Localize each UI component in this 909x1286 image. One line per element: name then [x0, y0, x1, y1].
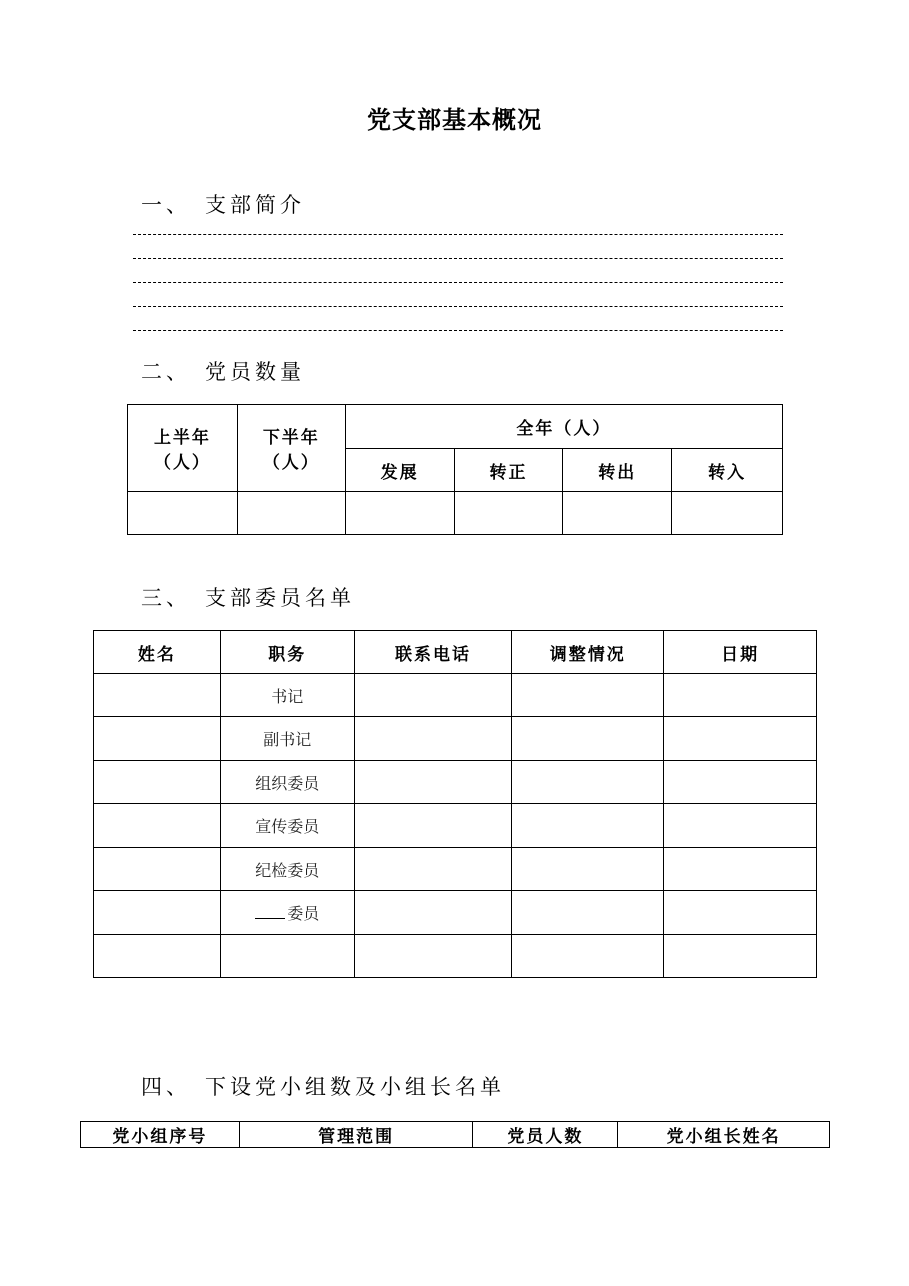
table-cell[interactable] [512, 848, 664, 891]
role-secretary: 书记 [220, 674, 354, 717]
table-cell[interactable] [94, 891, 221, 935]
header-phone: 联系电话 [354, 631, 512, 674]
table-cell[interactable] [354, 891, 512, 935]
table-cell[interactable] [672, 492, 783, 535]
section-number: 一、 [141, 193, 191, 217]
table-cell[interactable] [512, 935, 664, 978]
header-date: 日期 [664, 631, 817, 674]
header-position: 职务 [220, 631, 354, 674]
table-cell[interactable] [94, 761, 221, 804]
committee-table [93, 630, 817, 978]
table-cell[interactable] [354, 761, 512, 804]
header-text: （人） [153, 453, 211, 473]
header-text: 下半年 [262, 428, 320, 448]
header-adjustment: 调整情况 [512, 631, 664, 674]
section-number: 二、 [141, 360, 191, 384]
table-cell[interactable] [237, 492, 345, 535]
group-table [80, 1121, 830, 1148]
header-group-number: 党小组序号 [81, 1122, 240, 1148]
table-cell[interactable] [664, 891, 817, 935]
role-text: 委员 [287, 904, 320, 923]
writing-line[interactable] [133, 306, 783, 307]
section-label: 党员数量 [205, 360, 305, 384]
writing-line[interactable] [133, 234, 783, 235]
role-member-blank [220, 891, 354, 935]
role-deputy-secretary: 副书记 [220, 717, 354, 761]
table-cell[interactable] [664, 848, 817, 891]
table-row [94, 717, 817, 761]
header-transfer-out: 转出 [563, 449, 672, 492]
table-cell[interactable] [512, 674, 664, 717]
section-label: 下设党小组数及小组长名单 [205, 1075, 505, 1099]
table-cell[interactable] [354, 717, 512, 761]
table-row [94, 891, 817, 935]
section-number: 四、 [141, 1075, 191, 1099]
header-name: 姓名 [94, 631, 221, 674]
table-cell[interactable] [354, 804, 512, 848]
table-cell[interactable] [664, 674, 817, 717]
section-heading-committee [141, 582, 355, 612]
table-cell[interactable] [354, 674, 512, 717]
table-row [94, 804, 817, 848]
role-organization-member: 组织委员 [220, 761, 354, 804]
intro-writing-lines [133, 230, 783, 354]
table-cell[interactable] [454, 492, 563, 535]
table-row [94, 935, 817, 978]
member-count-table [127, 404, 783, 535]
header-confirmation: 转正 [454, 449, 563, 492]
table-row [94, 674, 817, 717]
header-text: （人） [262, 453, 320, 473]
table-cell[interactable] [563, 492, 672, 535]
role-discipline-member: 纪检委员 [220, 848, 354, 891]
table-cell[interactable] [94, 935, 221, 978]
role-publicity-member: 宣传委员 [220, 804, 354, 848]
table-cell[interactable] [512, 804, 664, 848]
table-cell[interactable] [354, 935, 512, 978]
table-row [94, 848, 817, 891]
writing-line[interactable] [133, 330, 783, 331]
table-cell[interactable] [664, 804, 817, 848]
section-label: 支部委员名单 [205, 586, 355, 610]
header-member-count: 党员人数 [473, 1122, 618, 1148]
table-cell[interactable] [512, 717, 664, 761]
section-label: 支部简介 [205, 193, 305, 217]
header-second-half [237, 405, 345, 492]
table-row [94, 761, 817, 804]
header-first-half [128, 405, 238, 492]
section-heading-groups [141, 1071, 505, 1101]
section-number: 三、 [141, 586, 191, 610]
table-cell[interactable] [94, 717, 221, 761]
table-cell[interactable] [220, 935, 354, 978]
writing-line[interactable] [133, 282, 783, 283]
header-transfer-in: 转入 [672, 449, 783, 492]
page-title: 党支部基本概况 [367, 105, 542, 134]
table-cell[interactable] [94, 804, 221, 848]
table-cell[interactable] [94, 848, 221, 891]
writing-line[interactable] [133, 258, 783, 259]
header-leader-name: 党小组长姓名 [618, 1122, 830, 1148]
table-cell[interactable] [664, 761, 817, 804]
table-cell[interactable] [94, 674, 221, 717]
fill-blank-line[interactable] [255, 904, 285, 919]
table-cell[interactable] [512, 891, 664, 935]
section-heading-member-count [141, 356, 305, 386]
table-cell[interactable] [128, 492, 238, 535]
table-cell[interactable] [354, 848, 512, 891]
table-cell[interactable] [512, 761, 664, 804]
table-cell[interactable] [345, 492, 454, 535]
table-cell[interactable] [664, 935, 817, 978]
header-scope: 管理范围 [239, 1122, 473, 1148]
section-heading-intro [141, 189, 305, 219]
header-text: 上半年 [153, 428, 211, 448]
table-cell[interactable] [664, 717, 817, 761]
header-full-year: 全年（人） [345, 405, 782, 449]
table-row [128, 492, 783, 535]
header-development: 发展 [345, 449, 454, 492]
